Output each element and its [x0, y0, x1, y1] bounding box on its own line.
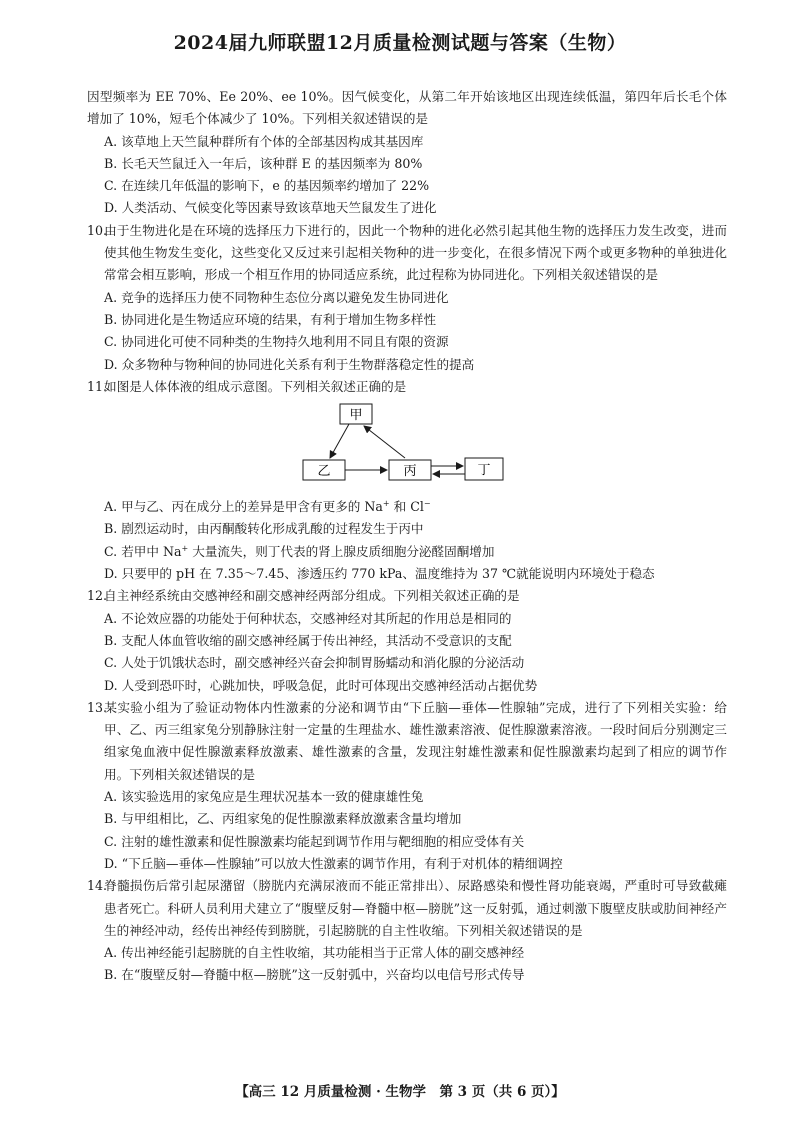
- q11-option-b: B. 剧烈运动时，由丙酮酸转化形成乳酸的过程发生于丙中: [104, 521, 424, 537]
- box-jia-label: 甲: [349, 408, 363, 424]
- q14-stem: [87, 875, 727, 942]
- q12-option-d: D. 人受到恐吓时，心跳加快，呼吸急促，此时可体现出交感神经活动占据优势: [104, 677, 538, 693]
- q13-stem: [87, 697, 727, 786]
- box-bing-label: 丙: [403, 464, 417, 480]
- q9-option-c: C. 在连续几年低温的影响下，e 的基因频率约增加了 22%: [104, 178, 430, 194]
- arrow-bing-to-jia: [364, 426, 405, 458]
- q14-text: 脊髓损伤后常引起尿潴留（膀胱内充满尿液而不能正常排出）、尿路感染和慢性肾功能衰竭，严重时可导致截瘫患者死亡。科研人员利用犬建立了“腹壁反射—脊髓中枢—膀胱”这一反射弧，通过刺激下腹壁皮肤或肋间神经产生的神经冲动，经传出神经传到膀胱，引起膀胱的自主性收缩。下列相关叙述错误的是: [104, 878, 727, 938]
- q11-text: 如图是人体体液的组成示意图。下列相关叙述正确的是: [104, 378, 407, 394]
- page-title: 2024届九师联盟12月质量检测试题与答案（生物）: [173, 32, 627, 54]
- q12-option-b: B. 支配人体血管收缩的副交感神经属于传出神经，其活动不受意识的支配: [104, 632, 512, 648]
- q14-number: 14.: [87, 878, 108, 894]
- q13-option-b: B. 与甲组相比，乙、丙组家兔的促性腺激素释放激素含量均增加: [104, 811, 462, 827]
- q13-option-d: D. “下丘脑—垂体—性腺轴”可以放大性激素的调节作用，有利于对机体的精细调控: [104, 855, 563, 871]
- q12-option-a: A. 不论效应器的功能处于何种状态，交感神经对其所起的作用总是相同的: [104, 610, 512, 626]
- q11-option-a: A. 甲与乙、丙在成分上的差异是甲含有更多的 Na+ 和 Cl−: [104, 498, 431, 515]
- arrow-jia-to-yi: [330, 424, 349, 458]
- q10-number: 10.: [87, 222, 108, 238]
- q10-option-a: A. 竞争的选择压力使不同物种生态位分离以避免发生协同进化: [104, 289, 449, 305]
- q13-text: 某实验小组为了验证动物体内性激素的分泌和调节由“下丘脑—垂体—性腺轴”完成，进行了下列相关实验：给甲、乙、丙三组家兔分别静脉注射一定量的生理盐水、雄性激素溶液、促性腺激素溶液。一段时间后分别测定三组家兔血液中促性腺激素释放激素、雄性激素的含量，发现注射雄性激素和促性腺激素均起到了相应的调节作用。下列相关叙述错误的是: [104, 699, 727, 782]
- q12-stem: [87, 585, 727, 607]
- q12-number: 12.: [87, 588, 108, 604]
- q10-option-d: D. 众多物种与物种间的协同进化关系有利于生物群落稳定性的提高: [104, 356, 475, 372]
- q10-option-b: B. 协同进化是生物适应环境的结果，有利于增加生物多样性: [104, 311, 437, 327]
- box-yi-label: 乙: [317, 464, 331, 480]
- q11-number: 11.: [87, 378, 108, 394]
- q13-number: 13.: [87, 699, 108, 715]
- q11-option-c: C. 若甲中 Na+ 大量流失，则丁代表的肾上腺皮质细胞分泌醛固酮增加: [104, 543, 495, 559]
- question-content: [87, 86, 727, 987]
- body-fluid-diagram: [87, 400, 727, 492]
- q9-option-a: A. 该草地上天竺鼠种群所有个体的全部基因构成其基因库: [104, 133, 424, 149]
- page-footer: 【高三 12 月质量检测 · 生物学 第 3 页（共 6 页）】: [235, 1084, 565, 1100]
- q10-text: 由于生物进化是在环境的选择压力下进行的，因此一个物种的进化必然引起其他生物的选择压力发生改变，进而使其他生物发生变化，这些变化又反过来引起相关物种的进一步变化，在很多情况下两个或更多物种的单独进化常常会相互影响，形成一个相互作用的协同适应系统，此过程称为协同进化。下列相关叙述错误的是: [104, 222, 727, 283]
- q13-option-a: A. 该实验选用的家兔应是生理状况基本一致的健康雄性兔: [104, 789, 424, 805]
- q14-option-a: A. 传出神经能引起膀胱的自主性收缩，其功能相当于正常人体的副交感神经: [104, 945, 525, 961]
- q14-option-b: B. 在“腹壁反射—脊髓中枢—膀胱”这一反射弧中，兴奋均以电信号形式传导: [104, 967, 525, 983]
- body-fluid-diagram-svg: [87, 400, 727, 492]
- q10-option-c: C. 协同进化可使不同种类的生物持久地利用不同且有限的资源: [104, 334, 449, 350]
- q13-option-c: C. 注射的雄性激素和促性腺激素均能起到调节作用与靶细胞的相应受体有关: [104, 833, 525, 849]
- q11-option-d: D. 只要甲的 pH 在 7.35～7.45、渗透压约 770 kPa、温度维持为 37 ℃就能说明内环境处于稳态: [104, 566, 655, 582]
- box-ding-label: 丁: [477, 463, 491, 479]
- q9-stem-continued: 因型频率为 EE 70%、Ee 20%、ee 10%。因气候变化，从第二年开始该地区出现连续低温，第四年后长毛个体增加了 10%，短毛个体减少了 10%。下列相关叙述错误的是: [87, 89, 727, 127]
- q9-option-b: B. 长毛天竺鼠迁入一年后，该种群 E 的基因频率为 80%: [104, 155, 423, 171]
- q12-option-c: C. 人处于饥饿状态时，副交感神经兴奋会抑制胃肠蠕动和消化腺的分泌活动: [104, 655, 525, 671]
- q11-stem: [87, 376, 727, 398]
- q10-stem: [87, 220, 727, 287]
- q12-text: 自主神经系统由交感神经和副交感神经两部分组成。下列相关叙述正确的是: [104, 588, 520, 604]
- q9-option-d: D. 人类活动、气候变化等因素导致该草地天竺鼠发生了进化: [104, 200, 437, 216]
